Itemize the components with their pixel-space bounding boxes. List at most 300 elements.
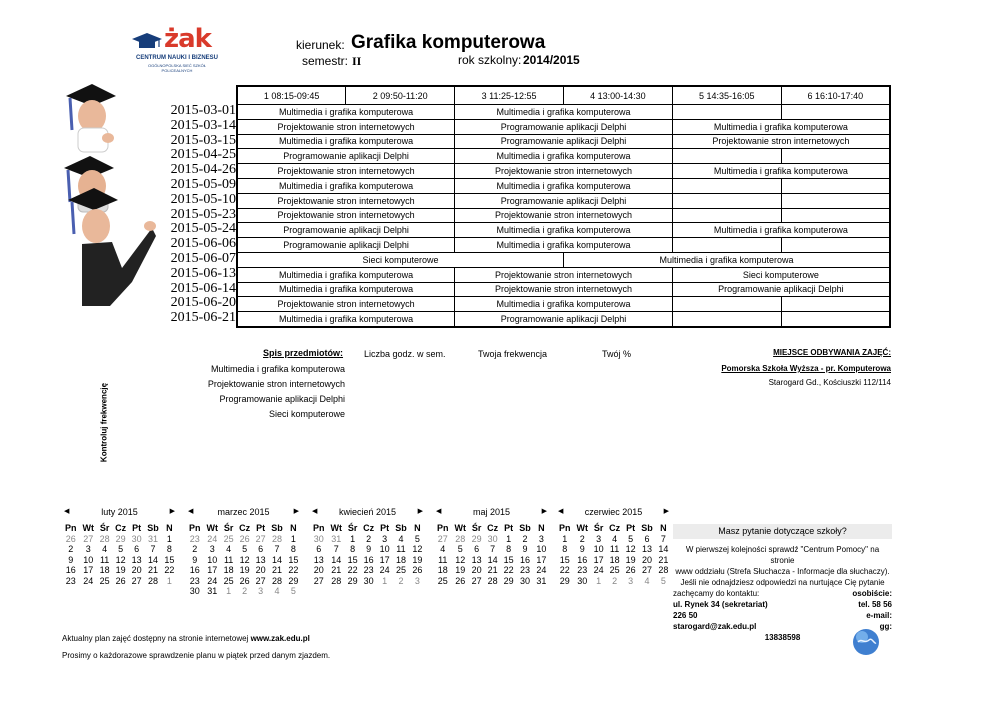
calendar-day[interactable]: 5 [242,544,248,554]
calendar-day[interactable]: 9 [522,544,528,554]
weekday-header: Pn [65,523,77,533]
calendar-day[interactable]: 27 [131,575,142,586]
calendar-header [556,505,671,519]
calendar-day[interactable]: 31 [536,575,547,586]
calendar-day[interactable]: 6 [316,544,322,554]
calendar-day[interactable]: 14 [271,554,282,565]
calendar-day[interactable]: 26 [65,533,76,544]
calendar-day[interactable]: 18 [223,565,234,575]
calendar-day[interactable]: 16 [519,554,530,565]
period-header: 1 08:15-09:45 [237,86,346,105]
table-row [237,208,890,223]
calendar-day[interactable]: 22 [559,565,570,575]
calendar-day[interactable]: 27 [437,533,448,544]
kierunek-value: Grafika komputerowa [351,32,546,53]
calendar-day[interactable]: 6 [258,544,264,554]
calendar-day[interactable]: 28 [99,533,110,544]
calendar-day[interactable]: 3 [538,533,544,544]
calendar-day[interactable]: 21 [487,565,498,575]
weekday-header: N [166,523,173,533]
calendar-day[interactable]: 10 [83,554,94,565]
calendar-day[interactable]: 14 [658,544,669,554]
calendar-day[interactable]: 18 [395,554,406,565]
calendar-day[interactable]: 25 [223,533,234,544]
class-cell: Sieci komputerowe [237,252,563,267]
calendar-day[interactable]: 20 [641,554,652,565]
weekday-header: Wt [576,523,588,533]
gg-label: gg: [879,622,892,631]
calendar-day[interactable]: 3 [414,575,420,586]
calendar-day[interactable]: 15 [559,554,570,565]
calendar-day[interactable]: 24 [207,575,218,586]
percent-column-header: Twój % [602,349,632,359]
next-month-icon[interactable]: ▶ [541,508,547,515]
class-cell: Programowanie aplikacji Delphi [455,312,673,327]
weekday-header: Pn [437,523,449,533]
period-header: 3 11:25-12:55 [455,86,564,105]
class-cell: Multimedia i grafika komputerowa [237,134,455,149]
calendar-month-label: maj 2015 [472,507,511,517]
calendar-day[interactable]: 3 [596,533,602,544]
calendar-day[interactable]: 1 [382,575,388,586]
calendar-day[interactable]: 21 [147,565,158,575]
weekday-header: Pt [504,523,514,533]
calendar-day[interactable]: 22 [347,565,358,575]
calendar-day[interactable]: 5 [118,544,124,554]
calendar-day[interactable]: 4 [612,533,618,544]
weekday-header: Cz [487,523,499,533]
calendar-day[interactable]: 27 [641,565,652,575]
calendar-day[interactable]: 27 [471,575,482,586]
class-cell: Multimedia i grafika komputerowa [455,297,673,312]
calendar-day[interactable]: 27 [255,575,266,586]
calendar-day[interactable]: 15 [288,554,299,565]
contact-line: zachęcamy do kontaktu: [673,589,760,598]
calendar-day[interactable]: 30 [131,533,142,544]
period-header: 2 09:50-11:20 [346,86,455,105]
calendar-day[interactable]: 2 [612,575,618,586]
calendar-day[interactable]: 17 [207,565,218,575]
calendar-day[interactable]: 12 [625,544,636,554]
calendar-day[interactable]: 1 [166,533,172,544]
period-header: 4 13:00-14:30 [563,86,672,105]
calendar-day[interactable]: 2 [398,575,404,586]
prev-month-icon[interactable]: ◀ [312,508,318,515]
table-row [237,105,890,120]
calendar-day[interactable]: 12 [455,554,466,565]
footer-prefix: Aktualny plan zajęć dostępny na stronie internetowej [62,634,251,643]
class-cell: Projektowanie stron internetowych [672,134,890,149]
weekday-header: Śr [593,523,604,533]
calendar-day[interactable]: 7 [660,533,666,544]
calendar-header [186,505,301,519]
period-header: 5 14:35-16:05 [672,86,781,105]
calendar-day[interactable]: 26 [412,565,423,575]
date-label: 2015-06-20 [170,295,236,311]
class-cell: Projektowanie stron internetowych [455,267,673,282]
weekday-header: Cz [115,523,127,533]
contact-question: Masz pytanie dotyczące szkoły? [673,524,892,539]
calendar-day[interactable]: 24 [593,565,604,575]
table-row [237,267,890,282]
calendar-day[interactable]: 4 [440,544,446,554]
weekday-header: Cz [239,523,251,533]
class-cell: Multimedia i grafika komputerowa [455,238,673,253]
calendar-day[interactable]: 20 [131,565,142,575]
prev-month-icon[interactable]: ◀ [188,508,194,515]
calendar-month-label: marzec 2015 [217,507,270,517]
calendar-day[interactable]: 14 [331,554,342,565]
month-calendar [186,505,301,597]
prev-month-icon[interactable]: ◀ [558,508,564,515]
calendar-day[interactable]: 22 [288,565,299,575]
calendar-day[interactable]: 23 [189,575,200,586]
date-label: 2015-03-15 [170,132,236,148]
calendar-day[interactable]: 29 [559,575,570,586]
calendar-day[interactable]: 3 [85,544,91,554]
calendar-day[interactable]: 19 [625,554,636,565]
calendar-day[interactable]: 13 [641,544,652,554]
class-cell: Projektowanie stron internetowych [455,282,673,297]
location-address: Starogard Gd., Kościuszki 112/114 [768,378,891,387]
empty-cell [672,178,781,193]
date-label: 2015-05-09 [170,176,236,192]
calendar-day[interactable]: 13 [471,554,482,565]
calendar-month-label: czerwiec 2015 [584,507,643,517]
weekday-header: Sb [519,523,531,533]
calendar-day[interactable]: 12 [239,554,250,565]
calendar-day[interactable]: 16 [189,565,200,575]
calendar-day[interactable]: 5 [660,575,666,586]
calendar-day[interactable]: 1 [350,533,356,544]
calendar-day[interactable]: 3 [209,544,215,554]
calendar-day[interactable]: 10 [379,544,390,554]
calendar-day[interactable]: 16 [577,554,588,565]
calendar-day[interactable]: 4 [644,575,650,586]
calendar-day[interactable]: 23 [577,565,588,575]
empty-cell [672,208,781,223]
calendar-header [310,505,425,519]
weekday-header: Pt [256,523,266,533]
date-label: 2015-03-14 [170,117,236,133]
weekday-header: Wt [330,523,342,533]
schedule-header-row [237,86,890,105]
weekday-header: Pt [132,523,142,533]
calendar-day[interactable]: 28 [658,565,669,575]
subject-item: Multimedia i grafika komputerowa [210,364,345,374]
calendar-day[interactable]: 9 [579,544,585,554]
calendar-day[interactable]: 3 [258,586,264,596]
weekday-header: Wt [454,523,466,533]
calendar-day[interactable]: 27 [255,533,266,544]
calendar-day[interactable]: 2 [366,533,372,544]
attendance-column-header: Twoja frekwencja [478,349,548,359]
class-cell: Projektowanie stron internetowych [455,208,673,223]
calendar-day[interactable]: 24 [536,565,547,575]
calendar-day[interactable]: 7 [333,544,339,554]
calendar-day[interactable]: 23 [363,565,374,575]
calendar-day[interactable]: 29 [471,533,482,544]
rok-value: 2014/2015 [523,53,580,67]
calendar-day[interactable]: 12 [115,554,126,565]
subjects-title: Spis przedmiotów: [263,348,344,358]
calendar-day[interactable]: 30 [519,575,530,586]
calendar-day[interactable]: 30 [487,533,498,544]
calendar-day[interactable]: 10 [536,544,547,554]
calendar-day[interactable]: 11 [99,554,110,565]
class-cell: Multimedia i grafika komputerowa [237,312,455,327]
calendar-day[interactable]: 28 [487,575,498,586]
calendar-day[interactable]: 19 [115,565,126,575]
class-cell: Programowanie aplikacji Delphi [455,119,673,134]
calendar-day[interactable]: 14 [487,554,498,565]
table-row [237,252,890,267]
calendar-day[interactable]: 4 [274,586,280,596]
calendar-day[interactable]: 4 [398,533,404,544]
calendar-day[interactable]: 11 [396,544,406,554]
calendar-day[interactable]: 30 [189,586,200,596]
calendar-day[interactable]: 28 [147,575,158,586]
calendar-day[interactable]: 24 [379,565,390,575]
calendar-day[interactable]: 21 [271,565,282,575]
calendar-day[interactable]: 13 [313,554,324,565]
calendar-day[interactable]: 15 [164,554,175,565]
next-month-icon[interactable]: ▶ [663,508,669,515]
date-label: 2015-04-26 [170,162,236,178]
calendar-day[interactable]: 29 [503,575,514,586]
calendar-day[interactable]: 19 [455,565,466,575]
calendar-day[interactable]: 9 [366,544,372,554]
zak-logo [132,24,222,73]
calendar-day[interactable]: 22 [164,565,175,575]
calendar-day[interactable]: 27 [83,533,94,544]
calendar-day[interactable]: 25 [223,575,234,586]
empty-cell [781,178,890,193]
calendar-day[interactable]: 25 [395,565,406,575]
empty-cell [781,312,890,327]
calendar-month-label: kwiecień 2015 [338,507,397,517]
calendar-day[interactable]: 15 [503,554,514,565]
footer-line-1 [62,634,310,643]
empty-cell [781,149,890,164]
calendar-day[interactable]: 3 [382,533,388,544]
calendar-day[interactable]: 7 [490,544,496,554]
calendar-day[interactable]: 8 [290,544,296,554]
calendar-day[interactable]: 4 [226,544,232,554]
calendar-day[interactable]: 29 [347,575,358,586]
calendar-day[interactable]: 2 [192,544,198,554]
calendar-day[interactable]: 3 [628,575,634,586]
calendar-day[interactable]: 1 [562,533,568,544]
date-label: 2015-05-24 [170,221,236,237]
calendar-day[interactable]: 30 [363,575,374,586]
calendar-day[interactable]: 16 [65,565,76,575]
weekday-header: Pt [380,523,390,533]
calendar-day[interactable]: 12 [412,544,423,554]
calendar-day[interactable]: 28 [331,575,342,586]
weekday-header: Pn [313,523,325,533]
calendar-day[interactable]: 31 [207,586,218,596]
calendar-day[interactable]: 28 [271,575,282,586]
month-calendar [434,505,549,586]
calendar-day[interactable]: 2 [579,533,585,544]
prev-month-icon[interactable]: ◀ [436,508,442,515]
calendar-day[interactable]: 2 [242,586,248,596]
calendar-day[interactable]: 1 [290,533,296,544]
period-header: 6 16:10-17:40 [781,86,890,105]
empty-cell [672,105,781,120]
date-label: 2015-06-13 [170,265,236,281]
calendar-day[interactable]: 6 [474,544,480,554]
class-cell: Multimedia i grafika komputerowa [672,223,890,238]
class-cell: Multimedia i grafika komputerowa [455,178,673,193]
calendar-day[interactable]: 4 [102,544,108,554]
calendar-day[interactable]: 17 [536,554,547,565]
class-cell: Projektowanie stron internetowych [237,119,455,134]
weekday-header: Cz [609,523,621,533]
calendar-day[interactable]: 26 [239,533,250,544]
calendar-day[interactable]: 5 [290,586,296,596]
empty-cell [672,312,781,327]
calendar-day[interactable]: 13 [255,554,266,565]
prev-month-icon[interactable]: ◀ [64,508,70,515]
calendar-day[interactable]: 6 [134,544,140,554]
calendar-day[interactable]: 23 [65,575,76,586]
calendar-day[interactable]: 24 [207,533,218,544]
next-month-icon[interactable]: ▶ [417,508,423,515]
calendar-day[interactable]: 19 [239,565,250,575]
calendar-day[interactable]: 23 [189,533,200,544]
calendar-day[interactable]: 9 [192,554,198,565]
contact-email[interactable]: starogard@zak.edu.pl [673,622,757,631]
calendar-day[interactable]: 8 [506,544,512,554]
calendar-day[interactable]: 25 [609,565,620,575]
calendar-day[interactable]: 1 [226,586,232,596]
empty-cell [781,297,890,312]
calendar-day[interactable]: 31 [147,533,158,544]
calendar-day[interactable]: 27 [313,575,324,586]
table-row [237,282,890,297]
calendar-day[interactable]: 5 [457,544,463,554]
calendar-day[interactable]: 29 [288,575,299,586]
class-cell: Projektowanie stron internetowych [237,193,455,208]
calendar-day[interactable]: 31 [331,533,342,544]
empty-cell [672,193,781,208]
calendar-day[interactable]: 18 [609,554,620,565]
next-month-icon[interactable]: ▶ [169,508,175,515]
calendar-day[interactable]: 23 [519,565,530,575]
calendar-day[interactable]: 20 [313,565,324,575]
calendar-day[interactable]: 2 [68,544,74,554]
calendar-day[interactable]: 28 [271,533,282,544]
class-cell: Projektowanie stron internetowych [237,164,455,179]
next-month-icon[interactable]: ▶ [293,508,299,515]
calendar-day[interactable]: 25 [437,575,448,586]
calendar-day[interactable]: 10 [593,544,604,554]
calendar-day[interactable]: 19 [412,554,423,565]
calendar-day[interactable]: 11 [438,554,448,565]
location-name: Pomorska Szkoła Wyższa - pr. Komputerowa [721,364,891,373]
calendar-day[interactable]: 1 [506,533,512,544]
calendar-day[interactable]: 22 [503,565,514,575]
calendar-day[interactable]: 20 [255,565,266,575]
calendar-day[interactable]: 15 [347,554,358,565]
calendar-day[interactable]: 1 [166,575,172,586]
schedule-table [236,85,891,328]
calendar-day[interactable]: 18 [437,565,448,575]
calendar-day[interactable]: 26 [455,575,466,586]
date-label: 2015-03-01 [170,103,236,118]
calendar-day[interactable]: 20 [471,565,482,575]
calendar-day[interactable]: 24 [83,575,94,586]
table-row [237,312,890,327]
calendar-day[interactable]: 5 [628,533,634,544]
calendar-day[interactable]: 14 [147,554,158,565]
calendar-day[interactable]: 16 [363,554,374,565]
calendar-day[interactable]: 13 [131,554,142,565]
calendar-day[interactable]: 10 [207,554,218,565]
weekday-header: Pn [559,523,571,533]
calendar-day[interactable]: 7 [274,544,280,554]
calendar-day[interactable]: 30 [313,533,324,544]
calendar-day[interactable]: 5 [414,533,420,544]
weekday-header: Pt [626,523,636,533]
calendar-day[interactable]: 2 [522,533,528,544]
semestr-value: II [352,54,362,68]
calendar-day[interactable]: 1 [596,575,602,586]
calendar-day[interactable]: 7 [150,544,156,554]
calendar-day[interactable]: 11 [609,544,620,554]
calendar-day[interactable]: 9 [68,554,74,565]
calendar-day[interactable]: 28 [455,533,466,544]
calendar-day[interactable]: 17 [83,565,94,575]
class-cell: Programowanie aplikacji Delphi [237,238,455,253]
weekday-header: Śr [223,523,234,533]
calendar-day[interactable]: 17 [593,554,604,565]
month-calendar [556,505,671,586]
class-cell: Multimedia i grafika komputerowa [672,119,890,134]
calendar-day[interactable]: 18 [99,565,110,575]
calendar-day[interactable]: 26 [625,565,636,575]
calendar-day[interactable]: 6 [644,533,650,544]
contact-line: www oddziału (Strefa Słuchacza - Informacje dla słuchaczy). [675,567,890,576]
calendar-day[interactable]: 25 [99,575,110,586]
calendar-day[interactable]: 26 [115,575,126,586]
month-calendar [62,505,177,586]
class-cell: Multimedia i grafika komputerowa [237,267,455,282]
weekday-header: Sb [147,523,159,533]
class-cell: Programowanie aplikacji Delphi [237,149,455,164]
contact-tel: tel. 58 56 [858,600,892,609]
calendar-day[interactable]: 30 [577,575,588,586]
footer-url-link[interactable]: www.zak.edu.pl [250,634,310,643]
class-cell: Programowanie aplikacji Delphi [237,223,455,238]
hours-column-header: Liczba godz. w sem. [364,349,446,359]
calendar-day[interactable]: 8 [166,544,172,554]
calendar-day[interactable]: 17 [379,554,390,565]
globe-icon[interactable] [852,628,880,656]
calendar-day[interactable]: 21 [331,565,342,575]
kierunek-label: kierunek: [296,38,345,52]
location-title: MIEJSCE ODBYWANIA ZAJĘĆ: [773,348,891,357]
calendar-day[interactable]: 21 [658,554,669,565]
calendar-day[interactable]: 29 [115,533,126,544]
calendar-day[interactable]: 8 [562,544,568,554]
calendar-day[interactable]: 26 [239,575,250,586]
subject-item: Programowanie aplikacji Delphi [219,394,345,404]
calendar-day[interactable]: 8 [350,544,356,554]
calendar-day[interactable]: 11 [223,554,234,565]
